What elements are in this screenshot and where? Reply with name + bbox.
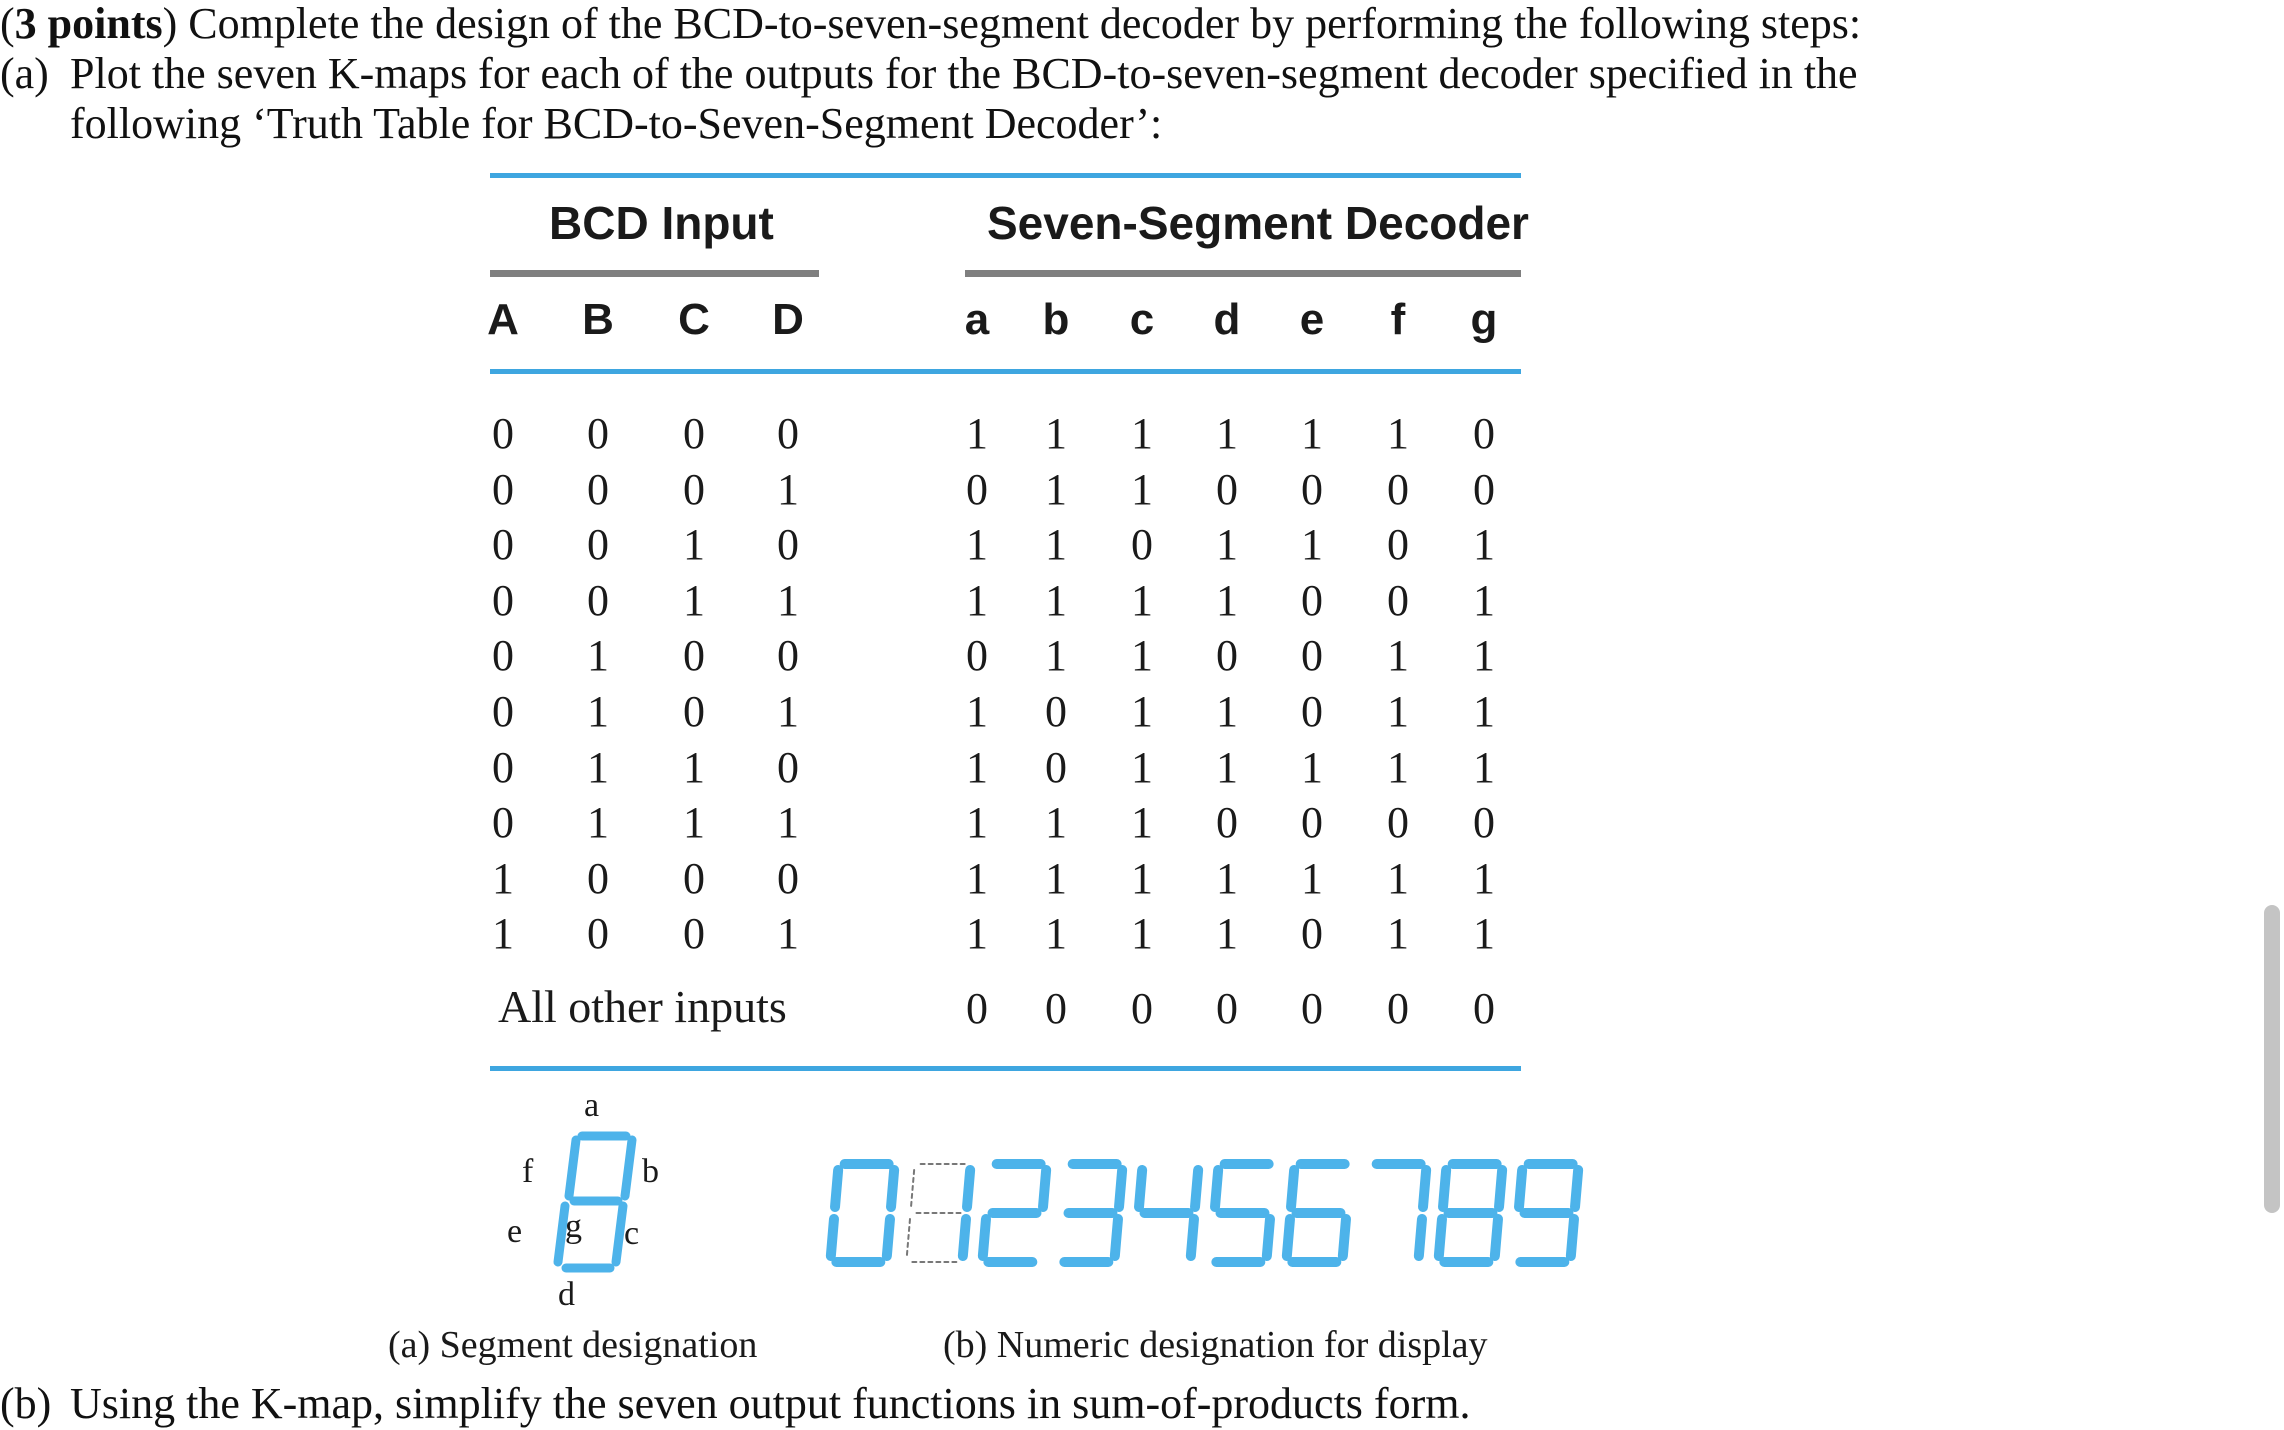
output-cell: 1 xyxy=(1301,854,1323,903)
output-cell: 0 xyxy=(966,631,988,680)
digit-segment-f xyxy=(1443,1170,1446,1207)
output-cell: 1 xyxy=(1131,909,1153,958)
input-cell: 0 xyxy=(777,743,799,792)
digit-segment-e xyxy=(1515,1219,1518,1256)
input-cell: 0 xyxy=(683,687,705,736)
output-cell: 1 xyxy=(1473,909,1495,958)
caption-numeric-designation: (b) Numeric designation for display xyxy=(943,1324,1488,1366)
part-a-label: (a) xyxy=(0,49,49,98)
input-cell: 1 xyxy=(492,854,514,903)
digit-segment-f xyxy=(1367,1170,1370,1207)
digit-segment-f xyxy=(1215,1170,1218,1207)
digit-segment-c xyxy=(1419,1219,1422,1256)
digit-segment-f xyxy=(835,1170,838,1207)
input-cell: 0 xyxy=(777,409,799,458)
seg-label-a: a xyxy=(584,1087,600,1124)
output-cell: 0 xyxy=(1131,520,1153,569)
output-cell: 1 xyxy=(1045,631,1067,680)
digit-segment-f xyxy=(1139,1170,1142,1207)
table-top-rule xyxy=(490,173,1521,178)
seg-label-e: e xyxy=(507,1213,523,1250)
output-cell: 1 xyxy=(1131,854,1153,903)
output-cell: 1 xyxy=(1045,520,1067,569)
numeric-designation-display xyxy=(820,1140,1620,1290)
part-b-text: Using the K-map, simplify the seven output functions in sum-of-products form. xyxy=(70,1379,1471,1428)
input-cell: 1 xyxy=(777,576,799,625)
output-cell: 0 xyxy=(1301,687,1323,736)
part-a-line1 xyxy=(0,48,1858,100)
input-cell: 1 xyxy=(683,576,705,625)
other-output-cell: 0 xyxy=(966,984,988,1033)
input-cell: 0 xyxy=(587,409,609,458)
output-cell: 1 xyxy=(1387,743,1409,792)
input-header: BCD Input xyxy=(549,197,774,249)
input-cell: 1 xyxy=(587,687,609,736)
display-digit xyxy=(1135,1164,1198,1262)
output-cell: 1 xyxy=(966,798,988,847)
other-inputs-label: All other inputs xyxy=(498,981,787,1032)
output-cell: 1 xyxy=(966,520,988,569)
digit-segment-e xyxy=(1211,1219,1214,1256)
part-a-line2: following ‘Truth Table for BCD-to-Seven-Segment Decoder’: xyxy=(70,99,1163,148)
output-col-header: a xyxy=(964,295,990,344)
output-col-header: d xyxy=(1213,295,1241,344)
output-cell: 1 xyxy=(1301,520,1323,569)
output-cell: 0 xyxy=(1301,576,1323,625)
output-cell: 1 xyxy=(1131,465,1153,514)
seg-label-b: b xyxy=(642,1153,659,1190)
digit-segment-e xyxy=(1439,1219,1442,1256)
scrollbar-thumb[interactable] xyxy=(2264,905,2280,1213)
output-cell: 1 xyxy=(1473,576,1495,625)
input-cell: 1 xyxy=(587,798,609,847)
caption-segment-designation: (a) Segment designation xyxy=(388,1324,758,1366)
output-cell: 1 xyxy=(1387,909,1409,958)
input-cell: 0 xyxy=(777,520,799,569)
output-cell: 1 xyxy=(1387,409,1409,458)
input-cell: 0 xyxy=(777,854,799,903)
output-cell: 1 xyxy=(1216,743,1238,792)
input-cell: 0 xyxy=(492,687,514,736)
output-cell: 1 xyxy=(1216,909,1238,958)
digit-segment-b xyxy=(891,1170,894,1207)
input-cell: 1 xyxy=(777,465,799,514)
input-cell: 0 xyxy=(587,576,609,625)
other-output-cell: 0 xyxy=(1301,984,1323,1033)
display-digit xyxy=(1059,1164,1122,1262)
display-digit xyxy=(831,1164,894,1262)
output-cell: 0 xyxy=(1301,909,1323,958)
output-cell: 0 xyxy=(1216,465,1238,514)
intro-open-paren: ( xyxy=(0,0,15,48)
digit-segment-b xyxy=(1347,1170,1350,1207)
segment-e xyxy=(558,1206,565,1262)
input-cell: 1 xyxy=(683,743,705,792)
digit-segment-f xyxy=(1063,1170,1066,1207)
display-digit xyxy=(1439,1164,1502,1262)
output-cell: 1 xyxy=(1473,687,1495,736)
digit-segment-b xyxy=(1575,1170,1578,1207)
part-b-label: (b) xyxy=(0,1379,52,1428)
display-digit xyxy=(983,1164,1046,1262)
segment-f xyxy=(569,1140,576,1196)
digit-segment-b xyxy=(1499,1170,1502,1207)
input-cell: 0 xyxy=(587,854,609,903)
input-cell: 0 xyxy=(587,520,609,569)
output-cell: 1 xyxy=(1473,631,1495,680)
output-cell: 1 xyxy=(1131,576,1153,625)
digit-segment-e xyxy=(831,1219,834,1256)
display-digit xyxy=(1363,1164,1426,1262)
output-cell: 1 xyxy=(1387,687,1409,736)
input-header-underline xyxy=(490,270,819,277)
digit-segment-c xyxy=(1571,1219,1574,1256)
output-cell: 1 xyxy=(1387,854,1409,903)
input-cell: 0 xyxy=(492,798,514,847)
output-cell: 1 xyxy=(1131,743,1153,792)
output-cell: 1 xyxy=(1216,409,1238,458)
input-cell: 0 xyxy=(683,465,705,514)
output-cell: 0 xyxy=(1387,798,1409,847)
output-cell: 1 xyxy=(1473,520,1495,569)
digit-segment-c xyxy=(1343,1219,1346,1256)
digit-segment-b xyxy=(1119,1170,1122,1207)
output-cell: 1 xyxy=(1045,465,1067,514)
digit-segment-f xyxy=(911,1170,914,1207)
input-cell: 0 xyxy=(683,854,705,903)
output-cell: 1 xyxy=(1216,520,1238,569)
other-output-cell: 0 xyxy=(1387,984,1409,1033)
input-col-header: B xyxy=(582,295,614,344)
output-col-header: e xyxy=(1299,295,1325,344)
output-cell: 0 xyxy=(1387,520,1409,569)
seg-label-g: g xyxy=(565,1208,582,1245)
output-cell: 1 xyxy=(966,576,988,625)
input-cell: 0 xyxy=(492,465,514,514)
digit-segment-e xyxy=(907,1219,910,1256)
output-header: Seven-Segment Decoder xyxy=(987,197,1529,249)
input-cell: 0 xyxy=(683,631,705,680)
output-cell: 0 xyxy=(1301,798,1323,847)
output-cell: 0 xyxy=(1387,465,1409,514)
vertical-scrollbar[interactable] xyxy=(2256,0,2284,1426)
digit-segment-e xyxy=(983,1219,986,1256)
part-a-text: Plot the seven K-maps for each of the outputs for the BCD-to-seven-segment decoder specified in the xyxy=(70,49,1858,98)
input-cell: 0 xyxy=(683,909,705,958)
digit-segment-b xyxy=(1271,1170,1274,1207)
input-cell: 0 xyxy=(587,465,609,514)
other-output-cell: 0 xyxy=(1045,984,1067,1033)
input-cell: 1 xyxy=(777,909,799,958)
digit-segment-b xyxy=(1043,1170,1046,1207)
input-cell: 1 xyxy=(683,520,705,569)
output-cell: 1 xyxy=(966,409,988,458)
output-cell: 0 xyxy=(966,465,988,514)
input-col-header: D xyxy=(772,295,804,344)
display-digit xyxy=(1211,1164,1274,1262)
output-cell: 1 xyxy=(966,687,988,736)
digit-segment-c xyxy=(963,1219,966,1256)
seg-label-c: c xyxy=(624,1215,640,1252)
output-cell: 0 xyxy=(1387,576,1409,625)
digit-segment-f xyxy=(987,1170,990,1207)
output-cell: 1 xyxy=(1473,854,1495,903)
seg-label-d: d xyxy=(558,1276,575,1313)
output-col-header: f xyxy=(1390,295,1406,344)
digit-segment-c xyxy=(1267,1219,1270,1256)
output-cell: 1 xyxy=(1301,743,1323,792)
output-cell: 1 xyxy=(966,854,988,903)
input-cell: 1 xyxy=(777,687,799,736)
digit-segment-e xyxy=(1135,1219,1138,1256)
input-cell: 1 xyxy=(492,909,514,958)
segment-designation-diagram xyxy=(480,1080,740,1340)
digit-segment-c xyxy=(1495,1219,1498,1256)
table-bottom-rule xyxy=(490,1066,1521,1071)
output-cell: 1 xyxy=(1131,798,1153,847)
output-cell: 1 xyxy=(966,909,988,958)
column-header-rule xyxy=(490,369,1521,374)
input-cell: 0 xyxy=(777,631,799,680)
output-cell: 1 xyxy=(1131,409,1153,458)
input-col-header: A xyxy=(487,295,519,344)
input-cell: 0 xyxy=(683,409,705,458)
output-cell: 1 xyxy=(1045,854,1067,903)
part-b-line xyxy=(0,1378,1471,1430)
display-digit xyxy=(1515,1164,1578,1262)
input-cell: 1 xyxy=(683,798,705,847)
input-cell: 0 xyxy=(492,520,514,569)
output-cell: 0 xyxy=(1473,798,1495,847)
output-cell: 1 xyxy=(1131,631,1153,680)
digit-segment-c xyxy=(887,1219,890,1256)
output-cell: 1 xyxy=(1387,631,1409,680)
output-cell: 1 xyxy=(1045,409,1067,458)
output-cell: 1 xyxy=(1216,576,1238,625)
input-cell: 0 xyxy=(492,576,514,625)
input-cell: 1 xyxy=(587,631,609,680)
input-cell: 1 xyxy=(777,798,799,847)
digit-segment-b xyxy=(967,1170,970,1207)
input-cell: 0 xyxy=(492,631,514,680)
segment-c xyxy=(616,1206,623,1262)
output-header-underline xyxy=(965,270,1521,277)
output-cell: 1 xyxy=(1045,909,1067,958)
output-cell: 1 xyxy=(1301,409,1323,458)
other-output-cell: 0 xyxy=(1131,984,1153,1033)
display-digit xyxy=(1287,1164,1350,1262)
output-cell: 1 xyxy=(1473,743,1495,792)
input-cell: 0 xyxy=(492,409,514,458)
digit-segment-b xyxy=(1195,1170,1198,1207)
output-cell: 0 xyxy=(1045,687,1067,736)
input-col-header: C xyxy=(678,295,710,344)
output-cell: 0 xyxy=(1216,798,1238,847)
output-cell: 1 xyxy=(1045,798,1067,847)
output-cell: 0 xyxy=(1045,743,1067,792)
digit-segment-f xyxy=(1291,1170,1294,1207)
output-cell: 1 xyxy=(1045,576,1067,625)
digit-segment-e xyxy=(1363,1219,1366,1256)
output-cell: 0 xyxy=(1473,465,1495,514)
input-cell: 0 xyxy=(492,743,514,792)
display-digit xyxy=(907,1164,970,1262)
digit-segment-e xyxy=(1287,1219,1290,1256)
intro-text: ) Complete the design of the BCD-to-seven-segment decoder by performing the following steps: xyxy=(162,0,1862,48)
output-cell: 1 xyxy=(966,743,988,792)
digit-segment-f xyxy=(1519,1170,1522,1207)
output-col-header: b xyxy=(1042,295,1070,344)
output-cell: 0 xyxy=(1216,631,1238,680)
input-cell: 1 xyxy=(587,743,609,792)
output-cell: 0 xyxy=(1473,409,1495,458)
output-col-header: g xyxy=(1470,295,1498,344)
digit-segment-c xyxy=(1191,1219,1194,1256)
output-col-header: c xyxy=(1129,295,1155,344)
question-intro xyxy=(0,0,1861,50)
digit-segment-e xyxy=(1059,1219,1062,1256)
digit-segment-c xyxy=(1115,1219,1118,1256)
segment-b xyxy=(625,1140,632,1196)
output-cell: 0 xyxy=(1301,631,1323,680)
output-cell: 1 xyxy=(1216,687,1238,736)
other-output-cell: 0 xyxy=(1216,984,1238,1033)
output-cell: 0 xyxy=(1301,465,1323,514)
input-cell: 0 xyxy=(587,909,609,958)
points-label: 3 points xyxy=(14,0,163,48)
digit-segment-b xyxy=(1423,1170,1426,1207)
output-cell: 1 xyxy=(1131,687,1153,736)
seg-label-f: f xyxy=(522,1153,534,1190)
other-output-cell: 0 xyxy=(1473,984,1495,1033)
output-cell: 1 xyxy=(1216,854,1238,903)
digit-segment-c xyxy=(1039,1219,1042,1256)
